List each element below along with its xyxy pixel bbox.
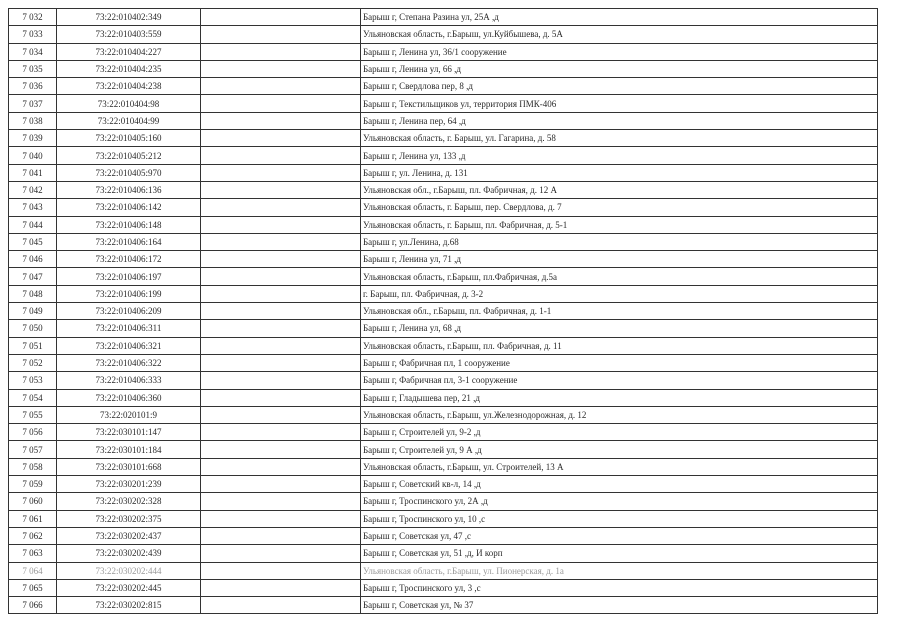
table-row [9,251,878,268]
empty-cell [201,320,361,337]
cadastral-number-cell: 73:22:010406:360 [57,389,201,406]
cadastral-number-cell: 73:22:010406:148 [57,216,201,233]
address-cell: Ульяновская область, г.Барыш, ул.Куйбышева, д. 5А [361,26,878,43]
cadastral-number-cell: 73:22:030101:147 [57,424,201,441]
cadastral-number-cell: 73:22:030202:445 [57,579,201,596]
cadastral-number-cell: 73:22:020101:9 [57,406,201,423]
address-cell: Барыш г, Советская ул, 51 ,д, И корп [361,545,878,562]
row-number-cell: 7 039 [9,130,57,147]
empty-cell [201,112,361,129]
empty-cell [201,354,361,371]
empty-cell [201,251,361,268]
row-number-cell: 7 052 [9,354,57,371]
cadastral-number-cell: 73:22:010402:349 [57,9,201,26]
table-row [9,320,878,337]
table-body [9,9,878,614]
empty-cell [201,597,361,614]
cadastral-number-cell: 73:22:030202:328 [57,493,201,510]
cadastral-number-cell: 73:22:010406:136 [57,181,201,198]
row-number-cell: 7 046 [9,251,57,268]
empty-cell [201,233,361,250]
row-number-cell: 7 051 [9,337,57,354]
empty-cell [201,268,361,285]
address-cell: Барыш г, Текстильщиков ул, территория ПМК-406 [361,95,878,112]
cadastral-number-cell: 73:22:030202:439 [57,545,201,562]
table-row [9,545,878,562]
table-row [9,527,878,544]
address-cell: Барыш г, Советская ул, 47 ,с [361,527,878,544]
row-number-cell: 7 049 [9,303,57,320]
table-row [9,9,878,26]
empty-cell [201,476,361,493]
table-row [9,476,878,493]
row-number-cell: 7 040 [9,147,57,164]
empty-cell [201,527,361,544]
row-number-cell: 7 043 [9,199,57,216]
cadastral-number-cell: 73:22:030101:668 [57,458,201,475]
table-row [9,354,878,371]
row-number-cell: 7 057 [9,441,57,458]
empty-cell [201,510,361,527]
row-number-cell: 7 044 [9,216,57,233]
table-row [9,337,878,354]
cadastral-number-cell: 73:22:010405:160 [57,130,201,147]
row-number-cell: 7 064 [9,562,57,579]
empty-cell [201,147,361,164]
table-row [9,406,878,423]
row-number-cell: 7 034 [9,43,57,60]
cadastral-number-cell: 73:22:010406:321 [57,337,201,354]
cadastral-number-cell: 73:22:010406:322 [57,354,201,371]
empty-cell [201,285,361,302]
empty-cell [201,216,361,233]
row-number-cell: 7 055 [9,406,57,423]
table-row [9,130,878,147]
address-cell: Барыш г, Строителей ул, 9-2 ,д [361,424,878,441]
address-cell: Барыш г, Троспинского ул, 3 ,с [361,579,878,596]
empty-cell [201,199,361,216]
address-cell: Барыш г, Ленина ул, 36/1 сооружение [361,43,878,60]
table-row [9,233,878,250]
empty-cell [201,372,361,389]
address-cell: Барыш г, Степана Разина ул, 25А ,д [361,9,878,26]
row-number-cell: 7 033 [9,26,57,43]
row-number-cell: 7 060 [9,493,57,510]
cadastral-number-cell: 73:22:010406:142 [57,199,201,216]
row-number-cell: 7 035 [9,60,57,77]
empty-cell [201,337,361,354]
cadastral-number-cell: 73:22:010405:970 [57,164,201,181]
empty-cell [201,562,361,579]
row-number-cell: 7 061 [9,510,57,527]
empty-cell [201,493,361,510]
address-cell: Ульяновская область, г. Барыш, пл. Фабричная, д. 5-1 [361,216,878,233]
address-cell: Барыш г, Троспинского ул, 10 ,с [361,510,878,527]
cadastral-number-cell: 73:22:010404:98 [57,95,201,112]
row-number-cell: 7 054 [9,389,57,406]
table-row [9,562,878,579]
address-cell: Ульяновская обл., г.Барыш, пл. Фабричная, д. 1-1 [361,303,878,320]
cadastral-number-cell: 73:22:010406:333 [57,372,201,389]
row-number-cell: 7 042 [9,181,57,198]
address-cell: Барыш г, Советский кв-л, 14 ,д [361,476,878,493]
empty-cell [201,389,361,406]
address-cell: Ульяновская область, г. Барыш, пер. Свердлова, д. 7 [361,199,878,216]
empty-cell [201,95,361,112]
cadastral-number-cell: 73:22:030201:239 [57,476,201,493]
empty-cell [201,406,361,423]
address-cell: Ульяновская область, г.Барыш, ул. Пионерская, д. 1а [361,562,878,579]
address-cell: Барыш г, Фабричная пл, 1 сооружение [361,354,878,371]
address-cell: Барыш г, Ленина пер, 64 ,д [361,112,878,129]
cadastral-number-cell: 73:22:030202:815 [57,597,201,614]
table-row [9,303,878,320]
address-cell: Барыш г, Ленина ул, 66 ,д [361,60,878,77]
address-cell: Барыш г, Ленина ул, 71 ,д [361,251,878,268]
address-cell: Барыш г, Свердлова пер, 8 ,д [361,78,878,95]
address-cell: Барыш г, Фабричная пл, 3-1 сооружение [361,372,878,389]
row-number-cell: 7 041 [9,164,57,181]
table-row [9,579,878,596]
empty-cell [201,424,361,441]
address-cell: Барыш г, ул. Ленина, д. 131 [361,164,878,181]
row-number-cell: 7 059 [9,476,57,493]
empty-cell [201,458,361,475]
cadastral-number-cell: 73:22:030202:437 [57,527,201,544]
empty-cell [201,130,361,147]
table-row [9,95,878,112]
table-row [9,147,878,164]
table-row [9,268,878,285]
table-row [9,597,878,614]
table-row [9,441,878,458]
table-row [9,389,878,406]
address-cell: Ульяновская область, г.Барыш, пл. Фабричная, д. 11 [361,337,878,354]
cadastral-number-cell: 73:22:010404:238 [57,78,201,95]
cadastral-number-cell: 73:22:010406:199 [57,285,201,302]
empty-cell [201,441,361,458]
row-number-cell: 7 063 [9,545,57,562]
empty-cell [201,303,361,320]
property-register-table [8,8,878,614]
cadastral-number-cell: 73:22:030101:184 [57,441,201,458]
row-number-cell: 7 047 [9,268,57,285]
row-number-cell: 7 038 [9,112,57,129]
cadastral-number-cell: 73:22:010404:235 [57,60,201,77]
row-number-cell: 7 048 [9,285,57,302]
row-number-cell: 7 062 [9,527,57,544]
table-row [9,216,878,233]
address-cell: Барыш г, Строителей ул, 9 А ,д [361,441,878,458]
cadastral-number-cell: 73:22:010406:172 [57,251,201,268]
table-row [9,43,878,60]
address-cell: Ульяновская область, г.Барыш, ул.Железнодорожная, д. 12 [361,406,878,423]
address-cell: Ульяновская обл., г.Барыш, пл. Фабричная, д. 12 А [361,181,878,198]
cadastral-number-cell: 73:22:030202:375 [57,510,201,527]
table-row [9,181,878,198]
table-row [9,424,878,441]
row-number-cell: 7 032 [9,9,57,26]
cadastral-number-cell: 73:22:010405:212 [57,147,201,164]
cadastral-number-cell: 73:22:010406:311 [57,320,201,337]
row-number-cell: 7 053 [9,372,57,389]
cadastral-number-cell: 73:22:010406:197 [57,268,201,285]
table-row [9,458,878,475]
empty-cell [201,545,361,562]
address-cell: Барыш г, ул.Ленина, д.68 [361,233,878,250]
address-cell: Ульяновская область, г. Барыш, ул. Гагарина, д. 58 [361,130,878,147]
cadastral-number-cell: 73:22:010406:164 [57,233,201,250]
row-number-cell: 7 050 [9,320,57,337]
cadastral-number-cell: 73:22:010403:559 [57,26,201,43]
empty-cell [201,9,361,26]
row-number-cell: 7 065 [9,579,57,596]
address-cell: Ульяновская область, г.Барыш, пл.Фабричная, д.5а [361,268,878,285]
table-row [9,199,878,216]
empty-cell [201,579,361,596]
empty-cell [201,78,361,95]
cadastral-number-cell: 73:22:010404:227 [57,43,201,60]
cadastral-number-cell: 73:22:010406:209 [57,303,201,320]
table-row [9,285,878,302]
row-number-cell: 7 066 [9,597,57,614]
empty-cell [201,60,361,77]
address-cell: Барыш г, Троспинского ул, 2А ,д [361,493,878,510]
empty-cell [201,181,361,198]
table-row [9,78,878,95]
table-row [9,372,878,389]
row-number-cell: 7 058 [9,458,57,475]
address-cell: Барыш г, Гладышева пер, 21 ,д [361,389,878,406]
empty-cell [201,164,361,181]
table-row [9,26,878,43]
table-row [9,510,878,527]
table-row [9,164,878,181]
row-number-cell: 7 036 [9,78,57,95]
address-cell: Барыш г, Советская ул, № 37 [361,597,878,614]
row-number-cell: 7 045 [9,233,57,250]
address-cell: Барыш г, Ленина ул, 68 ,д [361,320,878,337]
table-row [9,493,878,510]
cadastral-number-cell: 73:22:030202:444 [57,562,201,579]
address-cell: Барыш г, Ленина ул, 133 ,д [361,147,878,164]
row-number-cell: 7 056 [9,424,57,441]
cadastral-number-cell: 73:22:010404:99 [57,112,201,129]
row-number-cell: 7 037 [9,95,57,112]
address-cell: Ульяновская область, г.Барыш, ул. Строителей, 13 А [361,458,878,475]
empty-cell [201,26,361,43]
table-row [9,60,878,77]
address-cell: г. Барыш, пл. Фабричная, д. 3-2 [361,285,878,302]
empty-cell [201,43,361,60]
table-row [9,112,878,129]
